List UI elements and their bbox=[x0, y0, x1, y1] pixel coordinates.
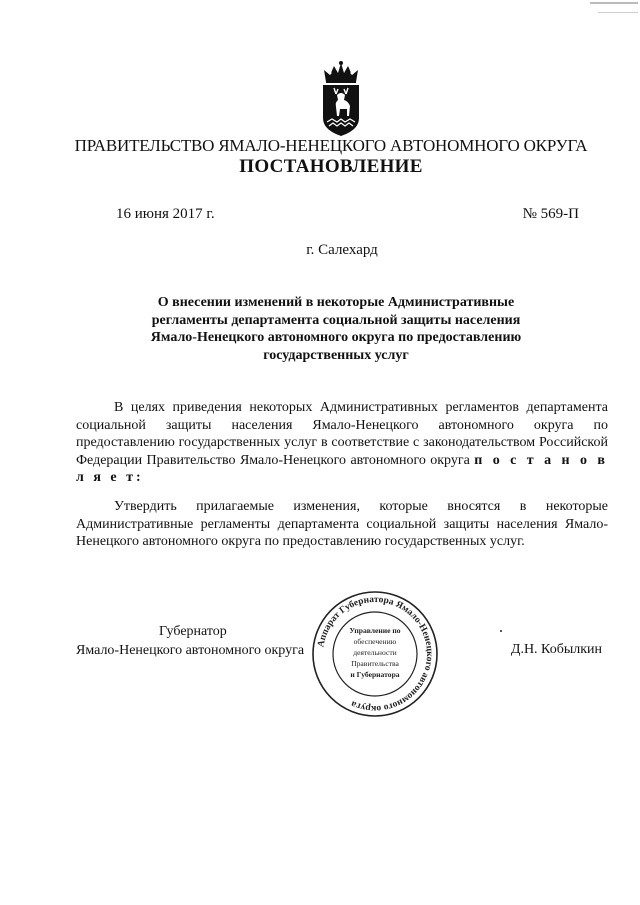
resolution-word: п о с т а н о в л я е т: bbox=[76, 452, 608, 485]
official-stamp bbox=[309, 590, 441, 718]
signatory-region: Ямало-Ненецкого автономного округа bbox=[76, 643, 305, 658]
signature-mark bbox=[500, 630, 502, 632]
document-date: 16 июня 2017 г. bbox=[116, 206, 215, 222]
title-line: О внесении изменений в некоторые Административные bbox=[157, 295, 515, 310]
preamble-text: В целях приведения некоторых Административных регламентов департамента социальной защиты населения Ямало-Ненецкого автономного округа по предоставлению государственных услуг в соответствие с законодательством Российской Федерации Правительство Ямало-Ненецкого автономного округа bbox=[76, 400, 608, 468]
signatory-name: Д.Н. Кобылкин bbox=[510, 642, 602, 657]
body-paragraph-preamble bbox=[76, 399, 608, 487]
document-city: г. Салехард bbox=[306, 242, 378, 258]
signatory-position bbox=[76, 622, 316, 660]
document-type: ПОСТАНОВЛЕНИЕ bbox=[239, 156, 423, 177]
scan-artifact bbox=[598, 12, 638, 13]
title-line: государственных услуг bbox=[263, 347, 409, 363]
scan-artifact bbox=[590, 2, 638, 4]
signatory-title: Губернатор bbox=[159, 624, 227, 639]
title-line: регламенты департамента социальной защиты населения bbox=[151, 312, 521, 328]
document-number: № 569-П bbox=[522, 206, 579, 222]
stamp-center-line: деятельности bbox=[353, 648, 397, 657]
stamp-center-line: Управление по bbox=[349, 626, 401, 635]
organization-heading: ПРАВИТЕЛЬСТВО ЯМАЛО-НЕНЕЦКОГО АВТОНОМНОГО ОКРУГА bbox=[74, 136, 588, 155]
coat-of-arms-icon bbox=[318, 60, 364, 138]
title-line: Ямало-Ненецкого автономного округа по предоставлению bbox=[150, 330, 522, 345]
stamp-center-line: обеспечению bbox=[353, 637, 397, 646]
stamp-ring-text: Аппарат Губернатора Ямало-Ненецкого автономного округа bbox=[316, 594, 435, 714]
document-title bbox=[110, 294, 562, 364]
stamp-center-line: Правительства bbox=[351, 659, 399, 668]
body-paragraph-resolution: Утвердить прилагаемые изменения, которые вносятся в некоторые Административные регламенты департамента социальной защиты населения Ямало-Ненецкого автономного округа по предоставлению государственных услуг. bbox=[76, 499, 608, 549]
stamp-center-line: и Губернатора bbox=[350, 670, 400, 679]
